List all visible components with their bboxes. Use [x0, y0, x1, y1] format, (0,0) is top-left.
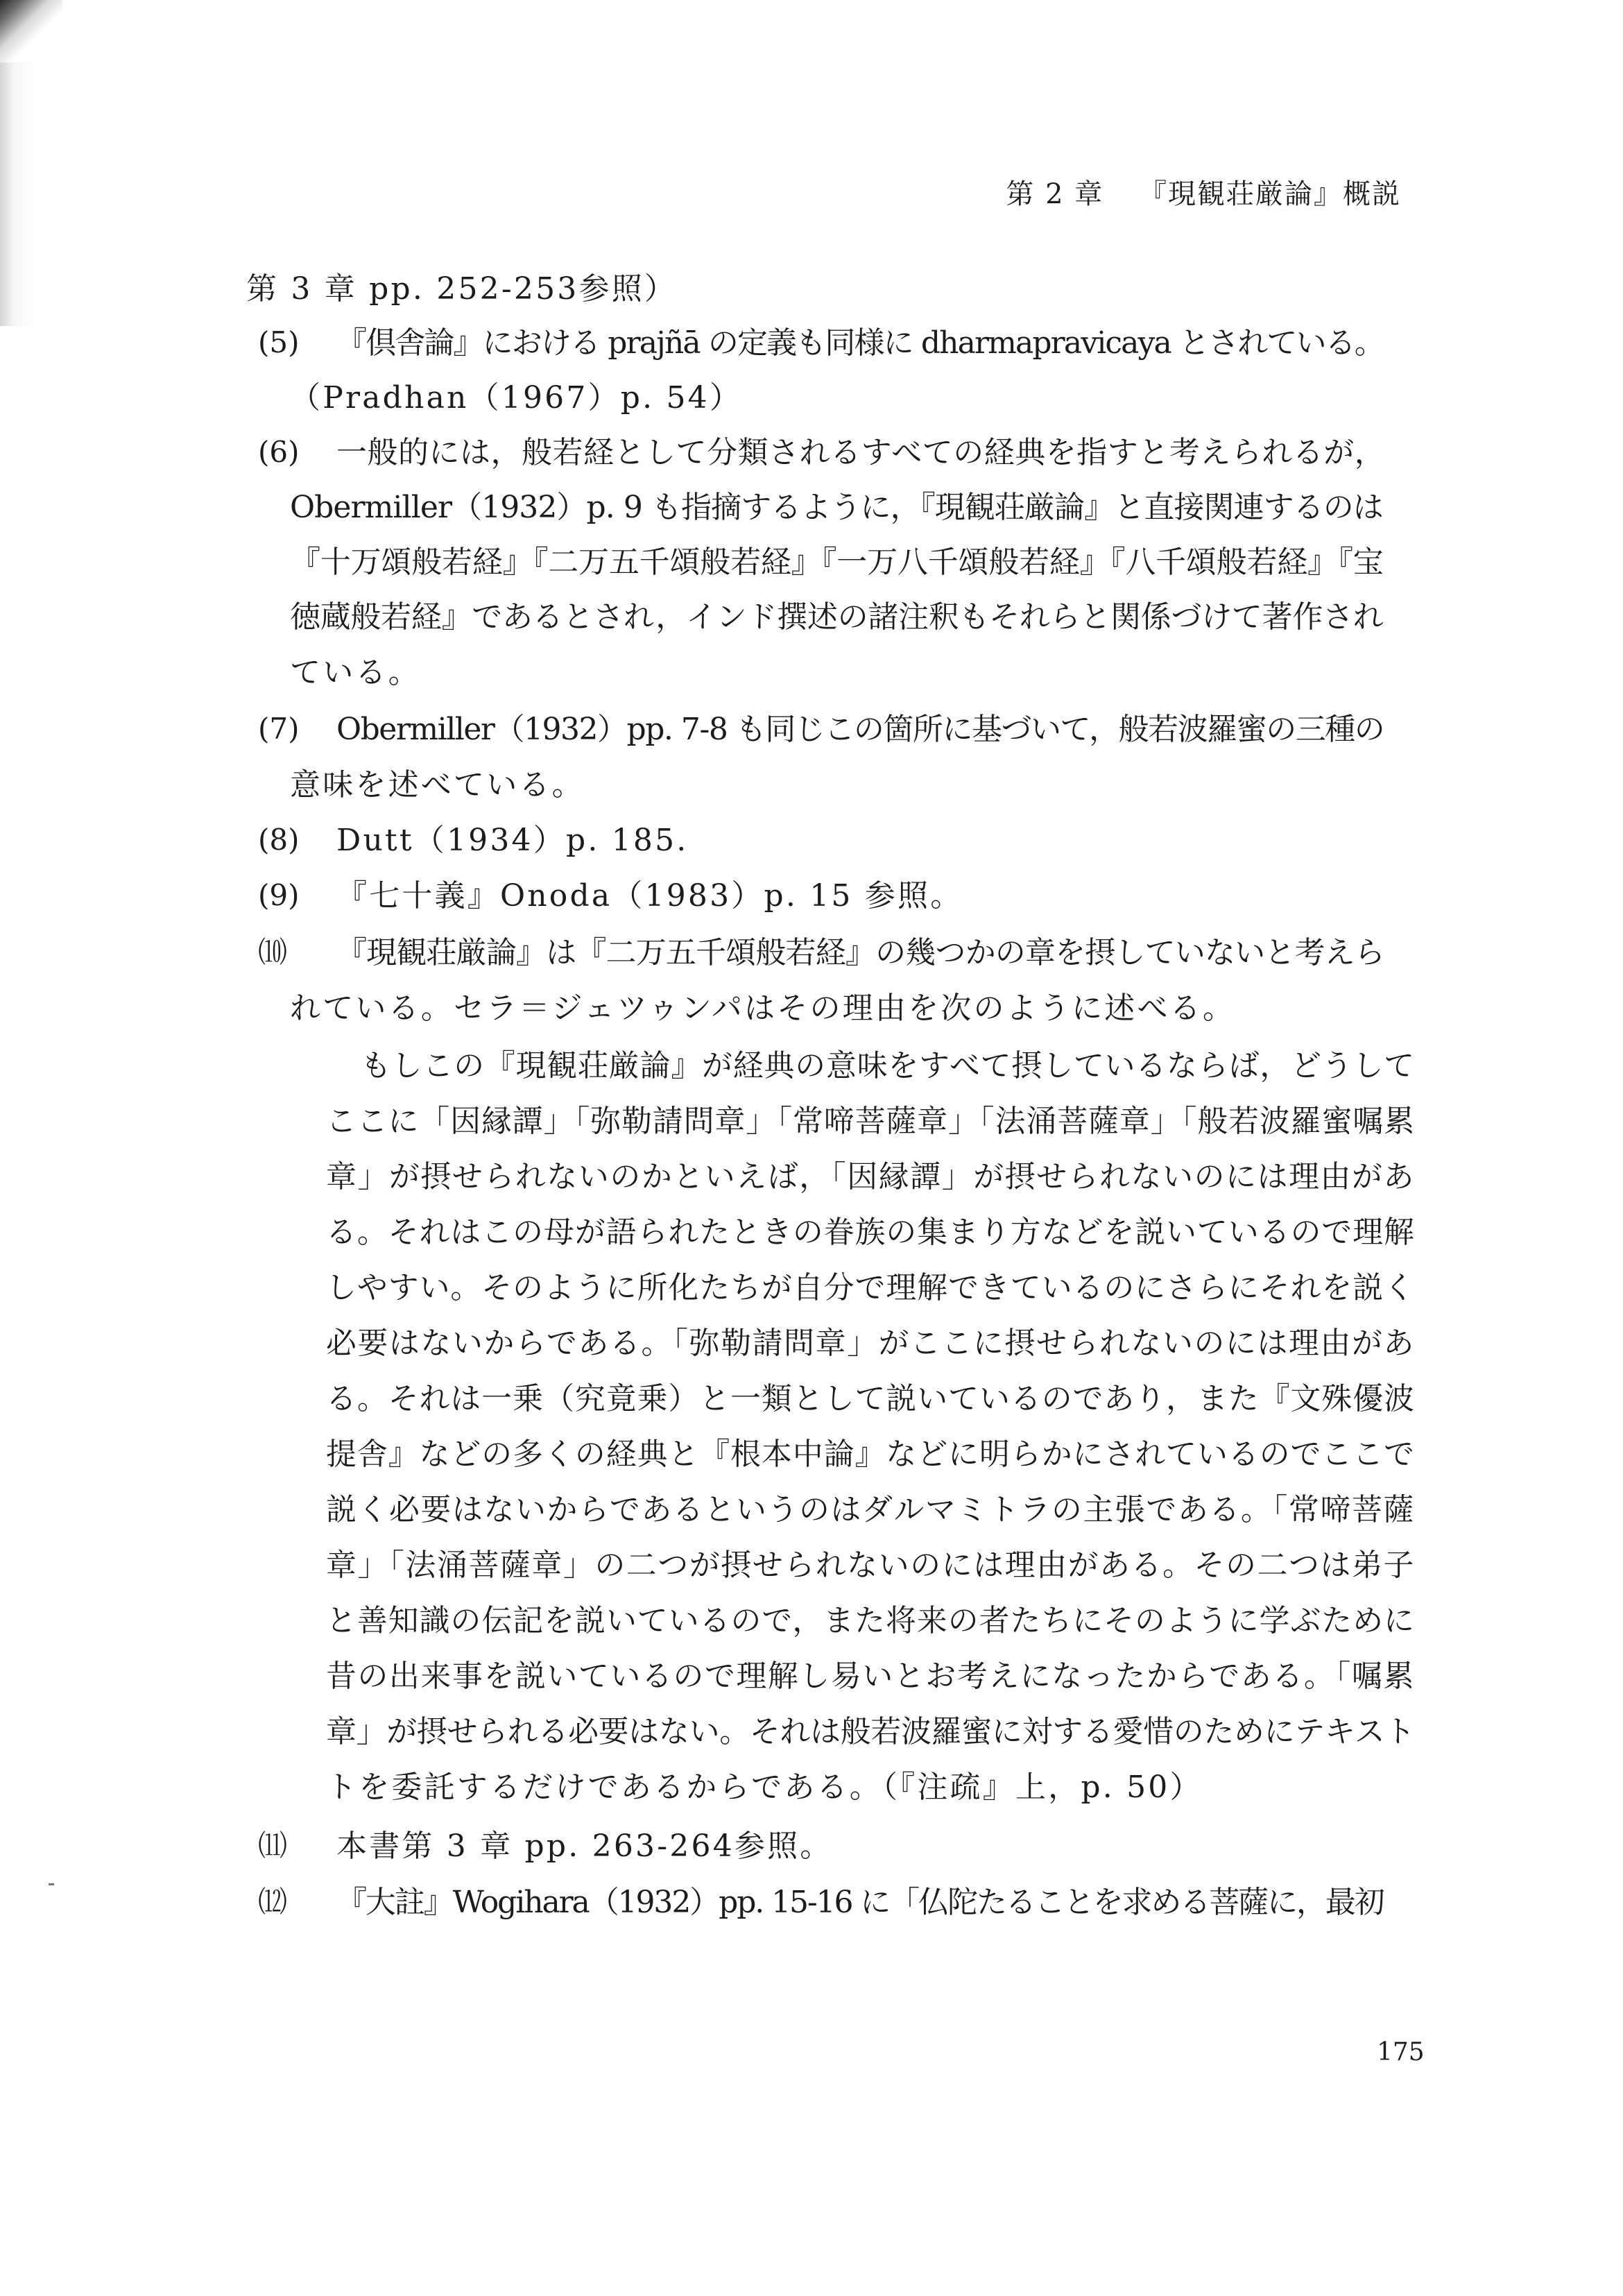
text-line: ている。 [290, 655, 421, 690]
running-head-chapter: 第 2 章 [1006, 178, 1104, 210]
scan-speck [49, 1883, 54, 1885]
scan-shadow-edge [0, 62, 35, 326]
note-number: (9) [258, 878, 300, 912]
text-line: 『現観荘厳論』は『二万五千頌般若経』の幾つかの章を摂していないと考えら [336, 935, 1384, 970]
note-number: ⑾ [258, 1828, 288, 1862]
note-number: (7) [258, 712, 300, 746]
text-line: 徳蔵般若経』であるとされ，インド撰述の諸注釈もそれらと関係づけて著作され [290, 599, 1384, 635]
text-line: 『七十義』Onoda（1983）p. 15 参照。 [336, 878, 963, 914]
running-head-title: 『現観荘厳論』概説 [1139, 178, 1401, 210]
note-number: ⑿ [258, 1885, 288, 1919]
text-line: 『倶舎論』における prajñā の定義も同様に dharmapravicaya とされている。 [336, 325, 1384, 361]
text-line: しやすい。そのように所化たちが自分で理解できているのにさらにそれを説く [326, 1270, 1415, 1305]
text-line: ここに「因縁譚」「弥勒請問章」「常啼菩薩章」「法涌菩薩章」「般若波羅蜜嘱累 [326, 1104, 1415, 1139]
text-line: 説く必要はないからであるというのはダルマミトラの主張である。「常啼菩薩 [326, 1492, 1415, 1527]
text-line: （Pradhan（1967）p. 54） [290, 380, 743, 415]
text-line: トを委託するだけであるからである。（『注疏』上，p. 50） [326, 1770, 1203, 1805]
text-line: 一般的には，般若経として分類されるすべての経典を指すと考えられるが， [336, 435, 1386, 470]
text-line: る。それは一乗（究竟乗）と一類として説いているのであり，また『文殊優波 [326, 1381, 1415, 1416]
text-line: 意味を述べている。 [290, 767, 585, 803]
text-line: 『十万頌般若経』『二万五千頌般若経』『一万八千頌般若経』『八千頌般若経』『宝 [290, 545, 1384, 580]
text-line: る。それはこの母が語られたときの眷族の集まり方などを説いているので理解 [326, 1215, 1415, 1250]
note-number: (8) [258, 823, 300, 857]
text-line: 昔の出来事を説いているので理解し易いとお考えになったからである。「嘱累 [326, 1659, 1415, 1694]
text-line: Obermiller（1932）p. 9 も指摘するように，『現観荘厳論』と直接関連するのは [290, 490, 1383, 525]
note-number: (5) [258, 325, 300, 359]
text-line: 本書第 3 章 pp. 263-264参照。 [336, 1828, 833, 1864]
text-line: 『大註』Wogihara（1932）pp. 15-16 に「仏陀たることを求める菩薩に，最初 [336, 1885, 1384, 1920]
text-line: 章」が摂せられる必要はない。それは般若波羅蜜に対する愛惜のためにテキスト [326, 1714, 1415, 1749]
text-line: 提舎』などの多くの経典と『根本中論』などに明らかにされているのでここで [326, 1437, 1415, 1472]
text-line: 必要はないからである。「弥勒請問章」がここに摂せられないのには理由があ [326, 1326, 1415, 1361]
text-line: 第 3 章 pp. 252-253参照） [246, 271, 678, 307]
text-line: と善知識の伝記を説いているので，また将来の者たちにそのように学ぶために [326, 1603, 1415, 1638]
text-line: Obermiller（1932）pp. 7-8 も同じこの箇所に基づいて，般若波羅蜜の三種の [336, 712, 1384, 747]
text-line: 章」が摂せられないのかといえば，「因縁譚」が摂せられないのには理由があ [326, 1159, 1415, 1194]
text-line: れている。セラ＝ジェツゥンパはその理由を次のように述べる。 [290, 991, 1236, 1026]
text-line: もしこの『現観荘厳論』が経典の意味をすべて摂しているならば，どうして [361, 1048, 1415, 1083]
page-number: 175 [1377, 2038, 1425, 2066]
note-number: ⑽ [258, 935, 288, 969]
text-line: 章」「法涌菩薩章」の二つが摂せられないのには理由がある。その二つは弟子 [326, 1548, 1415, 1583]
scan-shadow-corner [0, 0, 62, 62]
running-head [1006, 172, 1401, 212]
note-number: (6) [258, 435, 300, 469]
text-line: Dutt（1934）p. 185. [336, 823, 689, 858]
